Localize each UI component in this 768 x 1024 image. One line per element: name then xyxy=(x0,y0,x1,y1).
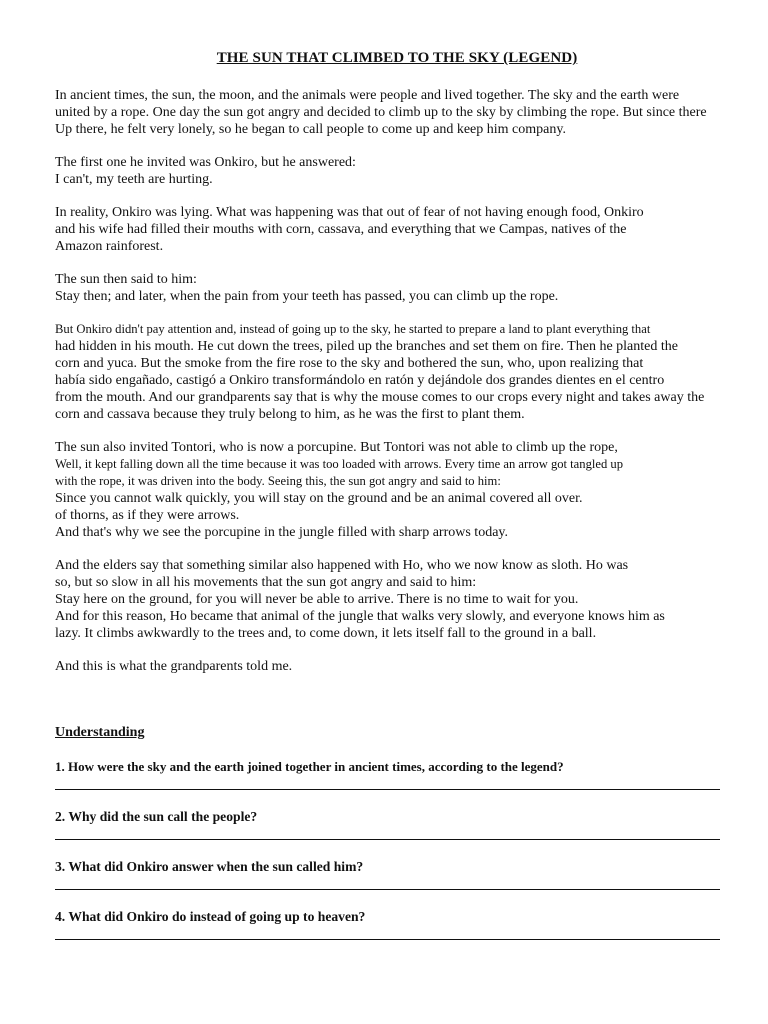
story-line: of thorns, as if they were arrows. xyxy=(55,508,240,523)
story-line: In reality, Onkiro was lying. What was happening was that out of fear of not having enough food, Onkiro xyxy=(55,205,644,220)
story-line: And this is what the grandparents told me. xyxy=(55,659,293,674)
story-paragraph xyxy=(55,658,765,675)
story-paragraph xyxy=(55,439,765,541)
story-paragraph xyxy=(55,557,765,642)
question-text: 4. What did Onkiro do instead of going up to heaven? xyxy=(55,909,366,924)
question-text: 2. Why did the sun call the people? xyxy=(55,809,258,824)
story-paragraph xyxy=(55,271,765,305)
story-line: And that's why we see the porcupine in the jungle filled with sharp arrows today. xyxy=(55,525,509,540)
story-line: lazy. It climbs awkwardly to the trees and, to come down, it lets itself fall to the ground in a ball. xyxy=(55,626,597,641)
answer-line[interactable] xyxy=(55,839,720,840)
understanding-heading: Understanding xyxy=(55,725,145,740)
question-item xyxy=(55,858,720,908)
story-paragraph xyxy=(55,87,765,138)
question-list xyxy=(55,758,720,958)
story-paragraph xyxy=(55,204,765,255)
story-line: The first one he invited was Onkiro, but he answered: xyxy=(55,155,356,170)
answer-line[interactable] xyxy=(55,939,720,940)
answer-line[interactable] xyxy=(55,789,720,790)
legend-text xyxy=(55,87,765,691)
story-paragraph xyxy=(55,321,765,423)
story-line: había sido engañado, castigó a Onkiro transformándolo en ratón y dejándole dos grandes dientes en el centro xyxy=(55,373,665,388)
story-line: Since you cannot walk quickly, you will stay on the ground and be an animal covered all over. xyxy=(55,491,583,506)
question-text: 3. What did Onkiro answer when the sun called him? xyxy=(55,859,364,874)
question-item xyxy=(55,908,720,958)
story-line: had hidden in his mouth. He cut down the trees, piled up the branches and set them on fire. Then he planted the xyxy=(55,339,678,354)
question-item xyxy=(55,758,720,808)
story-line: But Onkiro didn't pay attention and, instead of going up to the sky, he started to prepare a land to plant everything that xyxy=(55,322,651,336)
story-line: so, but so slow in all his movements that the sun got angry and said to him: xyxy=(55,575,477,590)
story-line: Amazon rainforest. xyxy=(55,239,164,254)
question-item xyxy=(55,808,720,858)
story-line: and his wife had filled their mouths with corn, cassava, and everything that we Campas, natives of the xyxy=(55,222,627,237)
answer-line[interactable] xyxy=(55,889,720,890)
story-line: Stay then; and later, when the pain from your teeth has passed, you can climb up the rope. xyxy=(55,289,559,304)
story-line: The sun also invited Tontori, who is now a porcupine. But Tontori was not able to climb up the rope, xyxy=(55,440,618,455)
story-line: with the rope, it was driven into the body. Seeing this, the sun got angry and said to him: xyxy=(55,474,501,488)
story-line: corn and yuca. But the smoke from the fire rose to the sky and bothered the sun, who, upon realizing that xyxy=(55,356,644,371)
story-line: from the mouth. And our grandparents say that is why the mouse comes to our crops every night and takes away the xyxy=(55,390,705,405)
story-line: united by a rope. One day the sun got angry and decided to climb up to the sky by climbing the rope. But since there xyxy=(55,105,707,120)
story-line: corn and cassava because they truly belong to him, as he was the first to plant them. xyxy=(55,407,525,422)
story-line: The sun then said to him: xyxy=(55,272,197,287)
question-text: 1. How were the sky and the earth joined together in ancient times, according to the legend? xyxy=(55,759,564,774)
story-line: I can't, my teeth are hurting. xyxy=(55,172,213,187)
story-line: Well, it kept falling down all the time because it was too loaded with arrows. Every time an arrow got tangled up xyxy=(55,457,623,471)
story-line: And for this reason, Ho became that animal of the jungle that walks very slowly, and everyone knows him as xyxy=(55,609,665,624)
page-title: THE SUN THAT CLIMBED TO THE SKY (LEGEND) xyxy=(216,50,578,66)
story-line: Up there, he felt very lonely, so he began to call people to come up and keep him company. xyxy=(55,122,566,137)
story-paragraph xyxy=(55,154,765,188)
story-line: In ancient times, the sun, the moon, and the animals were people and lived together. The sky and the earth were xyxy=(55,88,680,103)
story-line: Stay here on the ground, for you will never be able to arrive. There is no time to wait for you. xyxy=(55,592,579,607)
story-line: And the elders say that something similar also happened with Ho, who we now know as sloth. Ho was xyxy=(55,558,629,573)
